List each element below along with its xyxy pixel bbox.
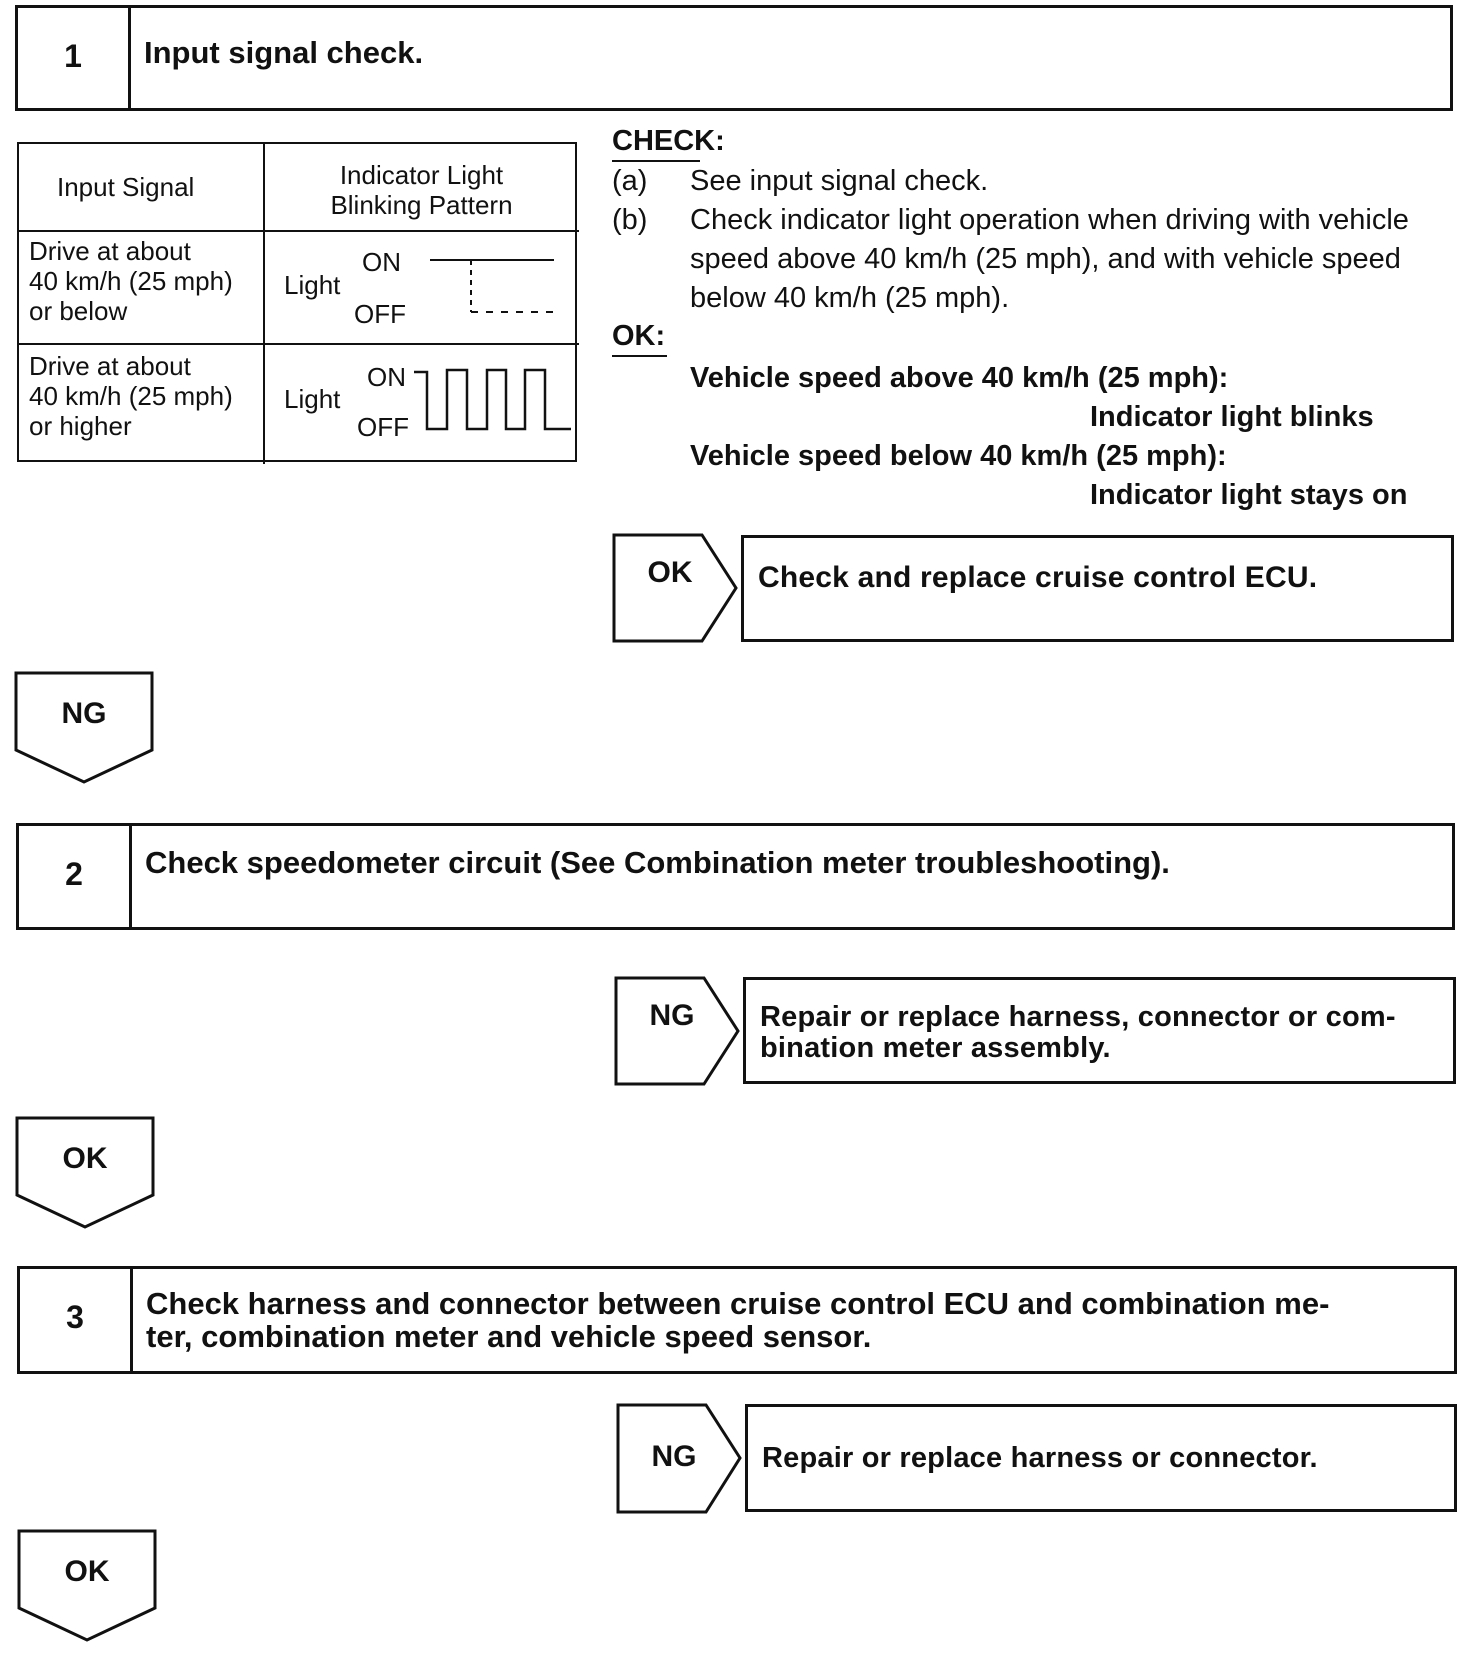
step-title: Input signal check. [144, 35, 424, 70]
header-input-signal: Input Signal [57, 172, 195, 202]
step2-ng-action-line1: Repair or replace harness, connector or com- [760, 1001, 1396, 1033]
row2-off-label: OFF [357, 412, 409, 442]
ok-above-label: Vehicle speed above 40 km/h (25 mph): [690, 362, 1229, 394]
step3-ok-label: OK [64, 1555, 110, 1588]
check-item-a-text: See input signal check. [690, 165, 989, 197]
step2-ok-label: OK [62, 1142, 108, 1175]
step2-ng-label: NG [649, 999, 695, 1032]
row2-line2: 40 km/h (25 mph) [29, 381, 233, 411]
check-item-b-line2: speed above 40 km/h (25 mph), and with vehicle speed [690, 243, 1401, 275]
header-pattern-line2: Blinking Pattern [330, 190, 513, 220]
step-title-line1: Check harness and connector between cruise control ECU and combination me- [146, 1286, 1330, 1321]
row1-line2: 40 km/h (25 mph) [29, 266, 233, 296]
step3-ng-label: NG [651, 1440, 697, 1473]
check-heading: CHECK: [612, 125, 725, 157]
step-title-line2: ter, combination meter and vehicle speed sensor. [146, 1319, 872, 1354]
step-number: 1 [18, 8, 131, 108]
check-item-b-marker: (b) [612, 204, 648, 236]
step-title: Check speedometer circuit (See Combination meter troubleshooting). [145, 845, 1170, 880]
ok-heading: OK: [612, 320, 666, 352]
header-pattern-line1: Indicator Light [339, 160, 504, 190]
row1-light-label: Light [284, 270, 341, 300]
ok-above-result: Indicator light blinks [1090, 401, 1374, 433]
check-item-b-line3: below 40 km/h (25 mph). [690, 282, 1010, 314]
step2-ng-action-line2: bination meter assembly. [760, 1032, 1111, 1064]
step-number: 3 [20, 1269, 133, 1371]
row1-off-label: OFF [354, 299, 406, 329]
row1-line1: Drive at about [29, 236, 191, 266]
step3-ng-action-text: Repair or replace harness or connector. [762, 1442, 1318, 1474]
check-item-b-line1: Check indicator light operation when driving with vehicle [690, 204, 1409, 236]
row1-line3: or below [29, 296, 128, 326]
step-number: 2 [19, 826, 132, 927]
row1-on-label: ON [362, 247, 401, 277]
row2-on-label: ON [367, 362, 406, 392]
row2-line3: or higher [29, 411, 132, 441]
step1-ok-action-text: Check and replace cruise control ECU. [758, 561, 1318, 594]
row2-light-label: Light [284, 384, 341, 414]
step1-ng-label: NG [61, 697, 107, 730]
ok-below-result: Indicator light stays on [1090, 479, 1408, 511]
ok-below-label: Vehicle speed below 40 km/h (25 mph): [690, 440, 1227, 472]
step1-ok-label: OK [647, 556, 693, 589]
row2-line1: Drive at about [29, 351, 191, 381]
check-item-a-marker: (a) [612, 165, 648, 197]
